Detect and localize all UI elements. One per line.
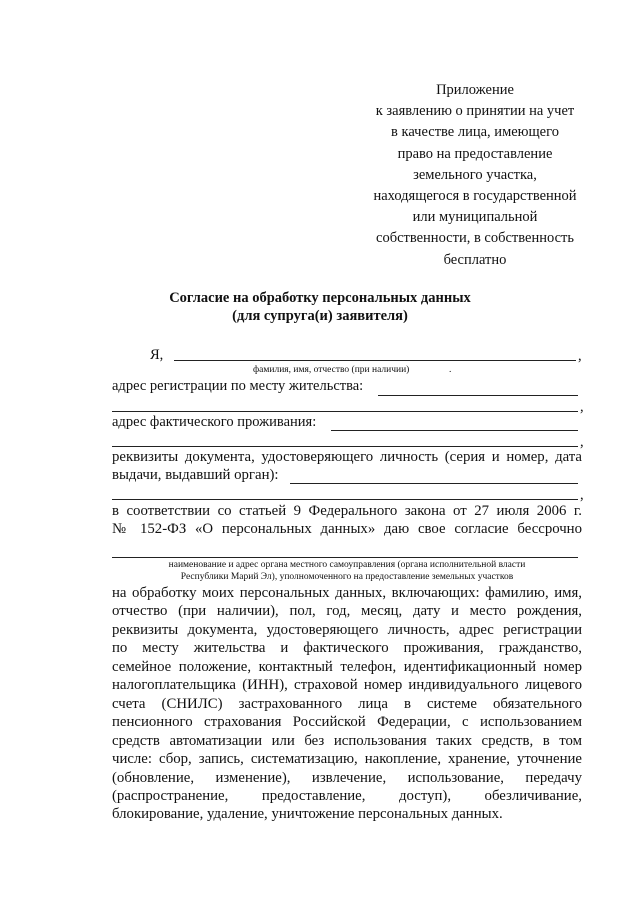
consent-line: средств автоматизации или без использования таких средств, в том <box>112 732 582 749</box>
authority-caption <box>112 559 582 583</box>
authority-caption-line-2: Республики Марий Эл), уполномоченного на предоставление земельных участков <box>180 572 514 582</box>
registration-address-input-line[interactable] <box>378 395 578 396</box>
registration-address-label: адрес регистрации по месту жительства: <box>112 378 364 394</box>
appendix-line: к заявлению о принятии на учет <box>375 103 575 120</box>
appendix-line: бесплатно <box>443 251 507 268</box>
consent-line: семейное положение, контактный телефон, идентификационный номер <box>112 658 582 675</box>
i-label: Я, <box>150 347 164 363</box>
name-line-comma: , <box>578 348 582 364</box>
appendix-line: собственности, в собственность <box>376 230 574 247</box>
id-document-label-line-2: выдачи, выдавший орган): <box>112 467 279 483</box>
consent-paragraph <box>112 584 582 824</box>
consent-line: пенсионного страхования Российской Федерации, с использованием <box>112 714 582 731</box>
authority-input-line[interactable] <box>112 557 578 558</box>
registration-address-comma: , <box>580 399 584 415</box>
consent-line: по месту жительства и фактического проживания, гражданство, <box>112 640 582 657</box>
appendix-line: находящегося в государственной <box>373 188 577 205</box>
name-caption: фамилия, имя, отчество (при наличии) <box>253 365 410 375</box>
consent-line: налогоплательщика (ИНН), страховой номер индивидуального лицевого <box>112 677 582 694</box>
appendix-line: в качестве лица, имеющего <box>391 124 559 141</box>
appendix-line: или муниципальной <box>412 209 538 226</box>
consent-line: реквизиты документа, удостоверяющего личность, адрес регистрации <box>112 621 582 638</box>
document-title: Согласие на обработку персональных данных <box>169 290 471 306</box>
appendix-line: Приложение <box>436 82 514 98</box>
registration-address-input-line-2[interactable] <box>112 411 578 412</box>
id-document-input-line[interactable] <box>290 483 578 484</box>
actual-address-label: адрес фактического проживания: <box>112 414 317 430</box>
appendix-heading <box>340 80 610 271</box>
actual-address-comma: , <box>580 434 584 450</box>
consent-line-last: блокирование, удаление, уничтожение персональных данных. <box>112 806 503 823</box>
appendix-line: право на предоставление <box>397 145 553 162</box>
consent-line: (обновление, изменение), извлечение, использование, передачу <box>112 769 582 786</box>
name-caption-dot: . <box>449 365 452 375</box>
consent-line: числе: сбор, запись, систематизацию, накопление, хранение, уточнение <box>112 751 582 768</box>
actual-address-input-line[interactable] <box>331 430 578 431</box>
authority-caption-line-1: наименование и адрес органа местного самоуправления (органа исполнительной власти <box>168 560 526 570</box>
actual-address-input-line-2[interactable] <box>112 446 578 447</box>
consent-line: счета (СНИЛС) застрахованного лица в системе обязательного <box>112 695 582 712</box>
name-input-line[interactable] <box>174 360 576 361</box>
law-reference-line-1: в соответствии со статьей 9 Федерального закона от 27 июля 2006 г. <box>112 503 582 519</box>
document-subtitle: (для супруга(и) заявителя) <box>232 308 408 324</box>
appendix-line: земельного участка, <box>413 166 537 183</box>
law-reference-line-2: № 152-ФЗ «О персональных данных» даю свое согласие бессрочно <box>112 521 582 537</box>
id-document-label-line-1: реквизиты документа, удостоверяющего личность (серия и номер, дата <box>112 449 582 465</box>
consent-line: на обработку моих персональных данных, включающих: фамилию, имя, <box>112 585 582 601</box>
id-document-comma: , <box>580 487 584 503</box>
id-document-input-line-2[interactable] <box>112 499 578 500</box>
consent-line: отчество (при наличии), пол, год, месяц, дату и место рождения, <box>112 603 582 620</box>
consent-line: (распространение, предоставление, доступ), обезличивание, <box>112 787 582 804</box>
